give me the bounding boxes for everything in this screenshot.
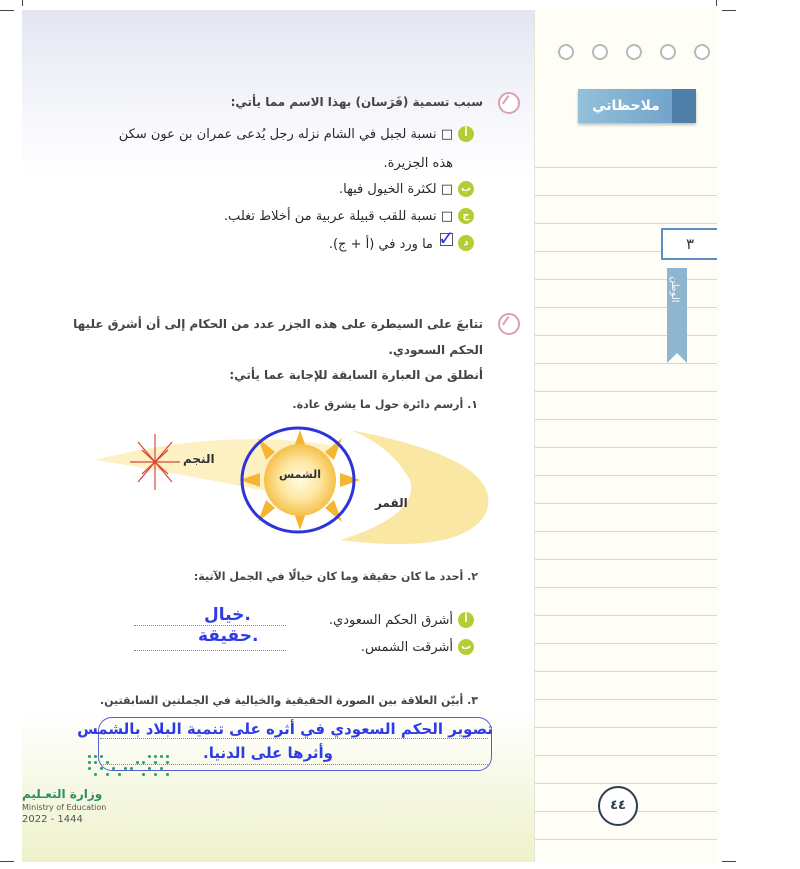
celestial-illustration — [90, 420, 510, 550]
q2-prompt-cont: الحكم السعودي. — [388, 343, 483, 357]
page-number: ٤٤ — [598, 786, 638, 826]
option-marker-a: أ — [458, 126, 474, 142]
option-a-text: □ نسبة لجبل في الشام نزله رجل يُدعى عمران بن عون سكن — [118, 127, 453, 142]
star-icon — [130, 434, 180, 490]
exercise-pencil-icon — [498, 92, 520, 114]
moon-label: القمر — [375, 496, 408, 510]
option-marker-c: ج — [458, 208, 474, 224]
unit-name: الوطن — [669, 276, 680, 303]
crop-mark — [22, 0, 23, 6]
option-c-text: □ نسبة للقب قبيلة عربية من أخلاط تغلب. — [223, 209, 453, 224]
notes-tab — [578, 89, 696, 123]
moon-shape — [340, 430, 488, 544]
unit-ribbon — [667, 268, 687, 353]
item-2: ٢. أحدد ما كان حقيقة وما كان خيالًا في الجمل الآتية: — [193, 570, 478, 583]
option-marker-d: د — [458, 235, 474, 251]
binder-ring — [558, 44, 574, 60]
option-marker-b: ب — [458, 181, 474, 197]
crop-mark — [0, 861, 14, 862]
notes-page — [534, 10, 717, 862]
answer-3-line-1[interactable]: تصوير الحكم السعودي في أثره على تنمية البلاد بالشمس — [77, 720, 493, 738]
item-1: ١. أرسم دائرة حول ما يشرق عادة. — [292, 398, 478, 411]
ministry-logo-icon — [88, 755, 172, 777]
option-d-text: ما ورد في (أ + ج). — [328, 237, 433, 252]
sentence-b-text: أشرقت الشمس. — [360, 640, 453, 655]
notes-tab-label: ملاحظاتي — [592, 98, 660, 114]
crop-mark — [722, 861, 736, 862]
exercise-pencil-icon — [498, 313, 520, 335]
crop-mark — [716, 0, 717, 6]
ministry-name-en: Ministry of Education — [22, 803, 107, 812]
answer-b[interactable]: حقيقة. — [198, 626, 259, 646]
sentence-a-text: أشرق الحكم السعودي. — [328, 613, 453, 628]
edition-year: 2022 - 1444 — [22, 814, 83, 825]
sun-label: الشمس — [279, 468, 322, 481]
checkmark-icon: ✓ — [438, 226, 455, 250]
binder-ring — [626, 44, 642, 60]
binder-ring — [694, 44, 710, 60]
answer-a[interactable]: خيال. — [204, 605, 251, 625]
option-a-text-cont: هذه الجزيرة. — [383, 156, 453, 171]
answer-3-line-2[interactable]: وأثرها على الدنيا. — [203, 744, 333, 762]
binder-ring — [660, 44, 676, 60]
star-label: النجم — [183, 452, 215, 466]
notes-tab-end — [672, 89, 696, 123]
answer-line — [100, 738, 488, 739]
q1-prompt: سبب تسمية (فَرَسان) بهذا الاسم مما يأتي: — [230, 95, 483, 109]
answer-line — [134, 650, 286, 651]
q2-prompt: تتابعَ على السيطرة على هذه الجزر عدد من الحكام إلى أن أشرق عليها — [73, 317, 483, 331]
crop-mark — [0, 10, 14, 11]
ministry-name-ar: وزارة التعـليم — [22, 787, 103, 801]
option-b-text: □ لكثرة الخيول فيها. — [339, 182, 453, 197]
binder-ring — [592, 44, 608, 60]
crop-mark — [722, 10, 736, 11]
ribbon-notch — [667, 353, 687, 363]
sentence-marker-b: ب — [458, 639, 474, 655]
item-3: ٣. أبيّن العلاقة بين الصورة الحقيقية والخيالية في الجملتين السابقتين. — [99, 694, 478, 707]
sentence-marker-a: أ — [458, 612, 474, 628]
unit-number: ٣ — [661, 228, 717, 260]
q2-instruction: أنطلق من العبارة السابقة للإجابة عما يأتي: — [229, 368, 483, 382]
